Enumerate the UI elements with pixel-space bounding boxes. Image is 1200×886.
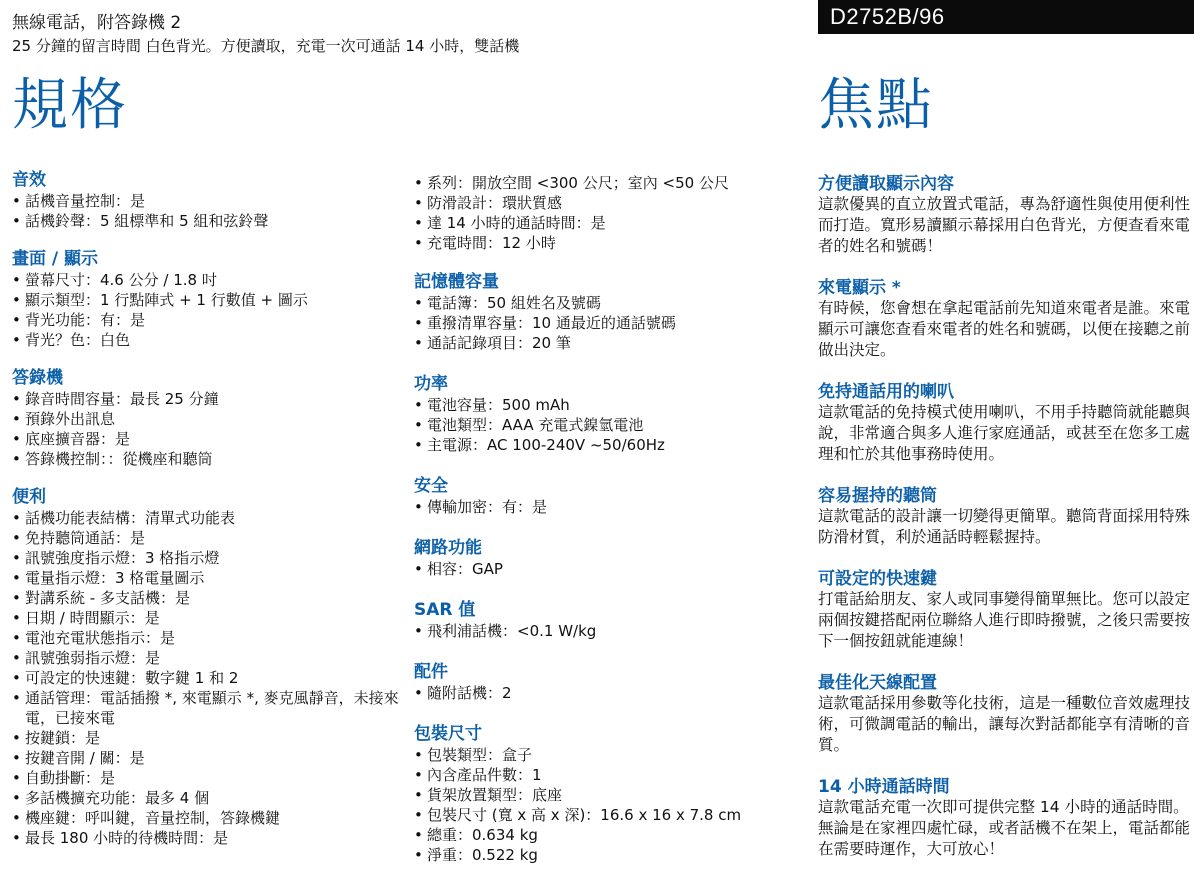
spec-item: • 話機鈴聲：5 組標準和 5 組和弦鈴聲 [12, 211, 402, 231]
spec-section-accessories [414, 662, 806, 703]
spec-item: • 按鍵音開 / 關：是 [12, 748, 402, 768]
spec-item: • 顯示類型：1 行點陣式 + 1 行數值 + 圖示 [12, 290, 402, 310]
spec-section-memory [414, 272, 806, 353]
section-title: 答錄機 [12, 368, 63, 388]
section-title: 功率 [414, 374, 448, 394]
spec-item: • 電話簿：50 組姓名及號碼 [414, 293, 806, 313]
spec-item: • 防滑設計：環狀質感 [414, 193, 806, 213]
spec-item: • 錄音時間容量：最長 25 分鐘 [12, 389, 402, 409]
feature-title: 容易握持的聽筒 [818, 486, 937, 506]
spec-section-display [12, 249, 402, 350]
spec-item: • 通話記錄項目：20 筆 [414, 333, 806, 353]
spec-item: • 背光？色：白色 [12, 330, 402, 350]
feature-block [818, 777, 1194, 860]
feature-title: 最佳化天線配置 [818, 673, 937, 693]
spec-item: • 系列：開放空間 <300 公尺；室內 <50 公尺 [414, 173, 806, 193]
spec-item: • 電池類型：AAA 充電式鎳氫電池 [414, 415, 806, 435]
section-title: 便利 [12, 487, 46, 507]
spec-item: • 多話機擴充功能：最多 4 個 [12, 788, 402, 808]
feature-body: 這款電話充電一次即可提供完整 14 小時的通話時間。無論是在家裡四處忙碌，或者話機不在架上，電話都能在需要時運作，大可放心！ [818, 798, 1191, 858]
spec-list [12, 389, 402, 469]
spec-list [414, 745, 806, 865]
feature-title: 來電顯示 * [818, 278, 901, 298]
spec-item: • 內含產品件數：1 [414, 765, 806, 785]
spec-item: • 底座擴音器：是 [12, 429, 402, 449]
feature-body: 打電話給朋友、家人或同事變得簡單無比。您可以設定兩個按鍵搭配兩位聯絡人進行即時撥號，之後只需要按下一個按鈕就能連線！ [818, 590, 1191, 650]
spec-item: • 電量指示燈：3 格電量圖示 [12, 568, 402, 588]
spec-item: • 免持聽筒通話：是 [12, 528, 402, 548]
spec-item: • 電池容量：500 mAh [414, 395, 806, 415]
feature-body: 這款電話的設計讓一切變得更簡單。聽筒背面採用特殊防滑材質，利於通話時輕鬆握持。 [818, 507, 1191, 546]
feature-body: 這款電話採用參數等化技術，這是一種數位音效處理技術，可微調電話的輸出，讓每次對話都能享有清晰的音質。 [818, 694, 1191, 754]
model-number: D2752B/96 [830, 4, 945, 29]
focus-heading: 焦點 [818, 73, 934, 138]
feature-column [818, 174, 1194, 881]
spec-list [414, 293, 806, 353]
feature-title: 方便讀取顯示內容 [818, 174, 954, 194]
feature-block [818, 382, 1194, 465]
section-title: 記憶體容量 [414, 272, 499, 292]
spec-item: • 預錄外出訊息 [12, 409, 402, 429]
spec-item: • 隨附話機：2 [414, 683, 806, 703]
section-title: SAR 值 [414, 600, 476, 620]
feature-block [818, 278, 1194, 361]
spec-item: • 包裝類型：盒子 [414, 745, 806, 765]
spec-item: • 淨重：0.522 kg [414, 845, 806, 865]
spec-column-2 [414, 173, 806, 886]
feature-title: 可設定的快速鍵 [818, 569, 937, 589]
section-title: 包裝尺寸 [414, 724, 482, 744]
spec-list [414, 497, 806, 517]
spec-item: • 主電源：AC 100-240V ~50/60Hz [414, 435, 806, 455]
feature-body: 這款電話的免持模式使用喇叭，不用手持聽筒就能聽與說，非常適合與多人進行家庭通話，或甚至在您多工處理和忙於其他事務時使用。 [818, 403, 1191, 463]
spec-item: • 訊號強弱指示燈：是 [12, 648, 402, 668]
spec-section-security [414, 476, 806, 517]
spec-item: • 背光功能：有：是 [12, 310, 402, 330]
feature-block [818, 673, 1194, 756]
feature-body: 有時候，您會想在拿起電話前先知道來電者是誰。來電顯示可讓您查看來電者的姓名和號碼，以便在接聽之前做出決定。 [818, 299, 1191, 359]
spec-item: • 對講系統 - 多支話機：是 [12, 588, 402, 608]
spec-item: • 日期 / 時間顯示：是 [12, 608, 402, 628]
spec-section-sar [414, 600, 806, 641]
spec-item: • 飛利浦話機：<0.1 W/kg [414, 621, 806, 641]
section-title: 安全 [414, 476, 448, 496]
spec-item: • 重撥清單容量：10 通最近的通話號碼 [414, 313, 806, 333]
feature-title: 免持通話用的喇叭 [818, 382, 954, 402]
spec-item: • 螢幕尺寸：4.6 公分 / 1.8 吋 [12, 270, 402, 290]
section-title: 配件 [414, 662, 448, 682]
spec-item: • 達 14 小時的通話時間：是 [414, 213, 806, 233]
spec-item: • 傳輸加密：有：是 [414, 497, 806, 517]
spec-list [12, 191, 402, 231]
section-title: 畫面 / 顯示 [12, 249, 99, 269]
spec-item: • 相容：GAP [414, 559, 806, 579]
spec-item: • 自動掛斷：是 [12, 768, 402, 788]
product-title: 無線電話，附答錄機 2 [12, 13, 182, 33]
spec-section-audio [12, 170, 402, 231]
spec-item: • 包裝尺寸 (寬 x 高 x 深)：16.6 x 16 x 7.8 cm [414, 805, 806, 825]
feature-block [818, 174, 1194, 257]
feature-block [818, 486, 1194, 548]
spec-item: • 通話管理：電話插撥 *, 來電顯示 *, 麥克風靜音，未接來電，已接來電 [12, 688, 402, 728]
spec-item: • 話機功能表結構：清單式功能表 [12, 508, 402, 528]
feature-body: 這款優異的直立放置式電話，專為舒適性與使用便利性而打造。寬形易讀顯示幕採用白色背光，方便查看來電者的姓名和號碼！ [818, 195, 1191, 255]
spec-item: • 訊號強度指示燈：3 格指示燈 [12, 548, 402, 568]
spec-section-power [414, 374, 806, 455]
spec-item: • 機座鍵：呼叫鍵，音量控制，答錄機鍵 [12, 808, 402, 828]
spec-item: • 可設定的快速鍵：數字鍵 1 和 2 [12, 668, 402, 688]
spec-list [414, 559, 806, 579]
spec-list [12, 508, 402, 848]
spec-item: • 總重：0.634 kg [414, 825, 806, 845]
spec-item: • 最長 180 小時的待機時間：是 [12, 828, 402, 848]
spec-item: • 答錄機控制：：從機座和聽筒 [12, 449, 402, 469]
spec-item: • 話機音量控制：是 [12, 191, 402, 211]
feature-title: 14 小時通話時間 [818, 777, 950, 797]
spec-heading: 規格 [12, 73, 128, 138]
spec-item: • 按鍵鎖：是 [12, 728, 402, 748]
spec-section-network [414, 538, 806, 579]
feature-block [818, 569, 1194, 652]
spec-section-continued [414, 173, 806, 253]
spec-section-answering [12, 368, 402, 469]
spec-list [414, 395, 806, 455]
section-title: 網路功能 [414, 538, 482, 558]
spec-list [414, 621, 806, 641]
spec-section-convenience [12, 487, 402, 848]
spec-list [12, 270, 402, 350]
spec-item: • 電池充電狀態指示：是 [12, 628, 402, 648]
spec-list [414, 173, 806, 253]
spec-section-packaging [414, 724, 806, 865]
product-subtitle: 25 分鐘的留言時間 白色背光。方便讀取，充電一次可通話 14 小時，雙話機 [12, 37, 520, 55]
spec-item: • 充電時間：12 小時 [414, 233, 806, 253]
spec-list [414, 683, 806, 703]
spec-column-1 [12, 170, 402, 866]
section-title: 音效 [12, 170, 46, 190]
spec-item: • 貨架放置類型：底座 [414, 785, 806, 805]
